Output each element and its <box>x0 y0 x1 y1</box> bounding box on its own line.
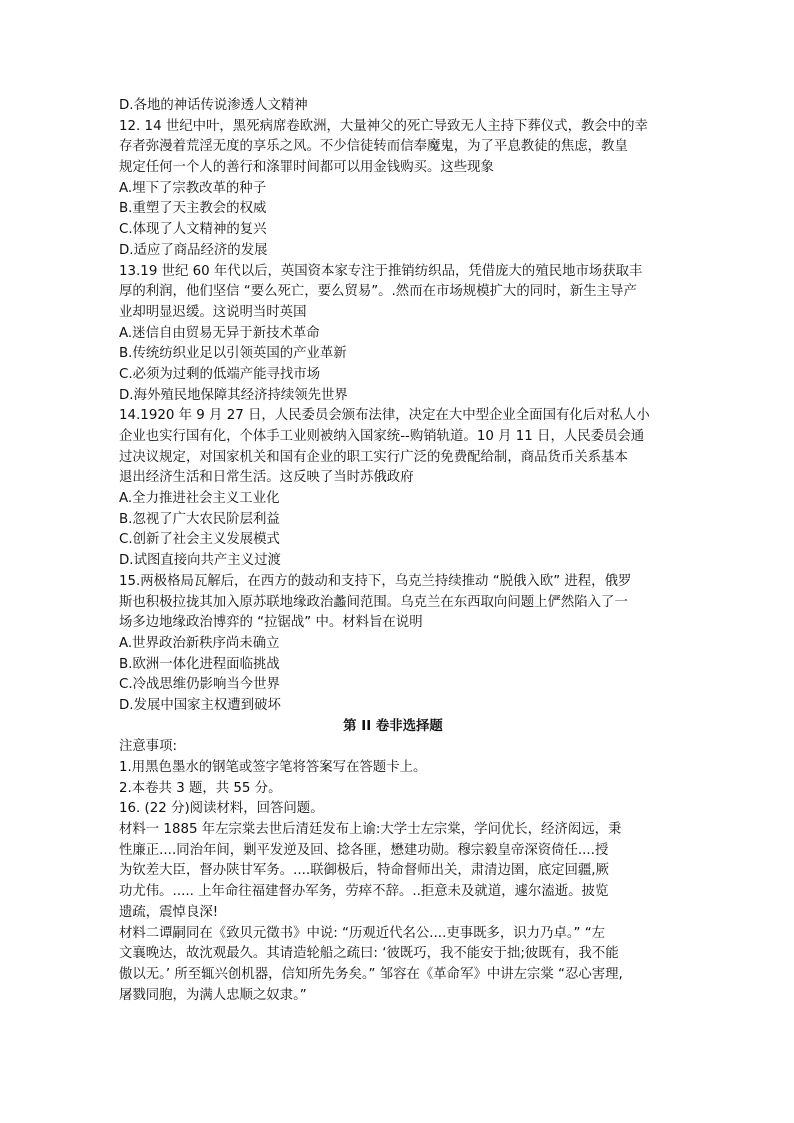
question-14-line: 14.1920 年 9 月 27 日，人民委员会颁布法律，决定在大中型企业全面国有化后对私人小 <box>119 408 650 424</box>
option-c-line: C.创新了社会主义发展模式 <box>119 532 280 548</box>
question-16-prompt: 16. (22 分)阅读材料，回答问题。 <box>119 801 324 817</box>
option-a-line: A.全力推进社会主义工业化 <box>119 491 280 507</box>
option-b-line: B.重塑了天主教会的权威 <box>119 201 267 217</box>
option-b-line: B.欧洲一体化进程面临挑战 <box>119 656 280 672</box>
document-page <box>119 96 667 1006</box>
option-c-line: C.冷战思维仍影响当今世界 <box>119 677 280 693</box>
option-c-line: C.必须为过剩的低端产能寻找市场 <box>119 366 321 382</box>
option-c-line: C.体现了人文精神的复兴 <box>119 222 267 238</box>
material-one-line: 为钦差大臣，督办陕甘军务。....联御极后，特命督师出关，肃清边圉，底定回疆,厥 <box>119 863 609 879</box>
option-d-line: D.各地的神话传说渗透人文精神 <box>119 98 308 113</box>
question-12-line: 存者弥漫着荒淫无度的享乐之风。不少信徒转而信奉魔鬼，为了平息教徒的焦虑，教皇 <box>119 139 628 155</box>
question-14-line: 企业也实行国有化，个体手工业则被纳入国家统--购销轨道。10 月 11 日，人民委员会通 <box>119 429 645 444</box>
option-b-line: B.忽视了广大农民阶层利益 <box>119 511 280 527</box>
option-a-line: A.世界政治新秩序尚未确立 <box>119 635 280 651</box>
question-13-line: 业却明显迟缓。这说明当时英国 <box>119 304 307 320</box>
material-two-line: 屠戮同胞，为满人忠顺之奴隶。” <box>119 987 307 1003</box>
material-one-line: 功尤伟。..... 上年命往福建督办军务，劳瘁不辞。..拒意未及就道，遽尔溘逝。披览 <box>119 884 609 900</box>
option-a-line: A.迷信自由贸易无异于新技术革命 <box>119 325 320 341</box>
section-heading: 第 II 卷非选择题 <box>343 718 443 734</box>
option-b-line: B.传统纺织业足以引领英国的产业革新 <box>119 346 347 362</box>
question-15-line: 15.两极格局瓦解后，在西方的鼓动和支持下，乌克兰持续推动 “脱俄入欧” 进程，俄罗 <box>119 573 632 589</box>
material-one-line: 遗疏，震悼良深! <box>119 904 219 920</box>
option-a-line: A.埋下了宗教改革的种子 <box>119 180 267 196</box>
material-two-line: 傲以无。’ 所至辄兴创机器，信知所先务矣。” 邹容在《革命军》中讲左宗棠 “忍心害理, <box>119 966 623 982</box>
option-d-line: D.试图直接向共产主义过渡 <box>119 553 281 569</box>
option-d-line: D.适应了商品经济的发展 <box>119 242 268 258</box>
material-one-line: 材料一 1885 年左宗棠去世后清廷发布上谕:大学士左宗棠，学问优长，经济闳远，秉 <box>119 822 622 838</box>
material-two-line: 文襄晚达，故沈观最久。其请造轮船之疏曰: ‘彼既巧，我不能安于拙;彼既有，我不能 <box>119 946 619 962</box>
option-d-line: D.海外殖民地保障其经济持续领先世界 <box>119 387 348 403</box>
material-one-line: 性廉正....同治年间，剿平发逆及回、捻各匪，懋建功勋。穆宗毅皇帝深资倚任....授 <box>119 842 609 858</box>
notice-item: 2.本卷共 3 题，共 55 分。 <box>119 780 282 796</box>
notice-heading: 注意事项: <box>119 739 178 755</box>
question-13-line: 厚的利润，他们坚信 “要么死亡，要么贸易”。.然而在市场规模扩大的同时，新生主导产 <box>119 284 637 300</box>
question-14-line: 过决议规定，对国家机关和国有企业的职工实行广泛的免费配给制，商品货币关系基本 <box>119 449 628 465</box>
question-15-line: 斯也积极拉拢其加入原苏联地缘政治蠡间范围。乌克兰在东西取向问题上俨然陷入了一 <box>119 594 628 610</box>
question-14-line: 退出经济生活和日常生活。这反映了当时苏俄政府 <box>119 470 414 486</box>
material-two-line: 材料二谭嗣同在《致贝元徵书》中说: “历观近代名公....吏事既多，识力乃卓。” “左 <box>119 925 606 941</box>
question-12-line: 规定任何一个人的善行和涤罪时间都可以用金钱购买。这些现象 <box>119 160 494 176</box>
question-15-line: 场多边地缘政治博弈的 “拉锯战” 中。材料旨在说明 <box>119 615 423 631</box>
question-13-line: 13.19 世纪 60 年代以后，英国资本家专注于推销纺织品，凭借庞大的殖民地市场获取丰 <box>119 263 643 279</box>
option-d-line: D.发展中国家主权遭到破坏 <box>119 697 281 713</box>
notice-item: 1.用黑色墨水的钢笔或签字笔将答案写在答题卡上。 <box>119 760 427 775</box>
question-12-line: 12. 14 世纪中叶，黑死病席卷欧洲，大量神父的死亡导致无人主持下葬仪式，教会中的幸 <box>119 118 648 134</box>
